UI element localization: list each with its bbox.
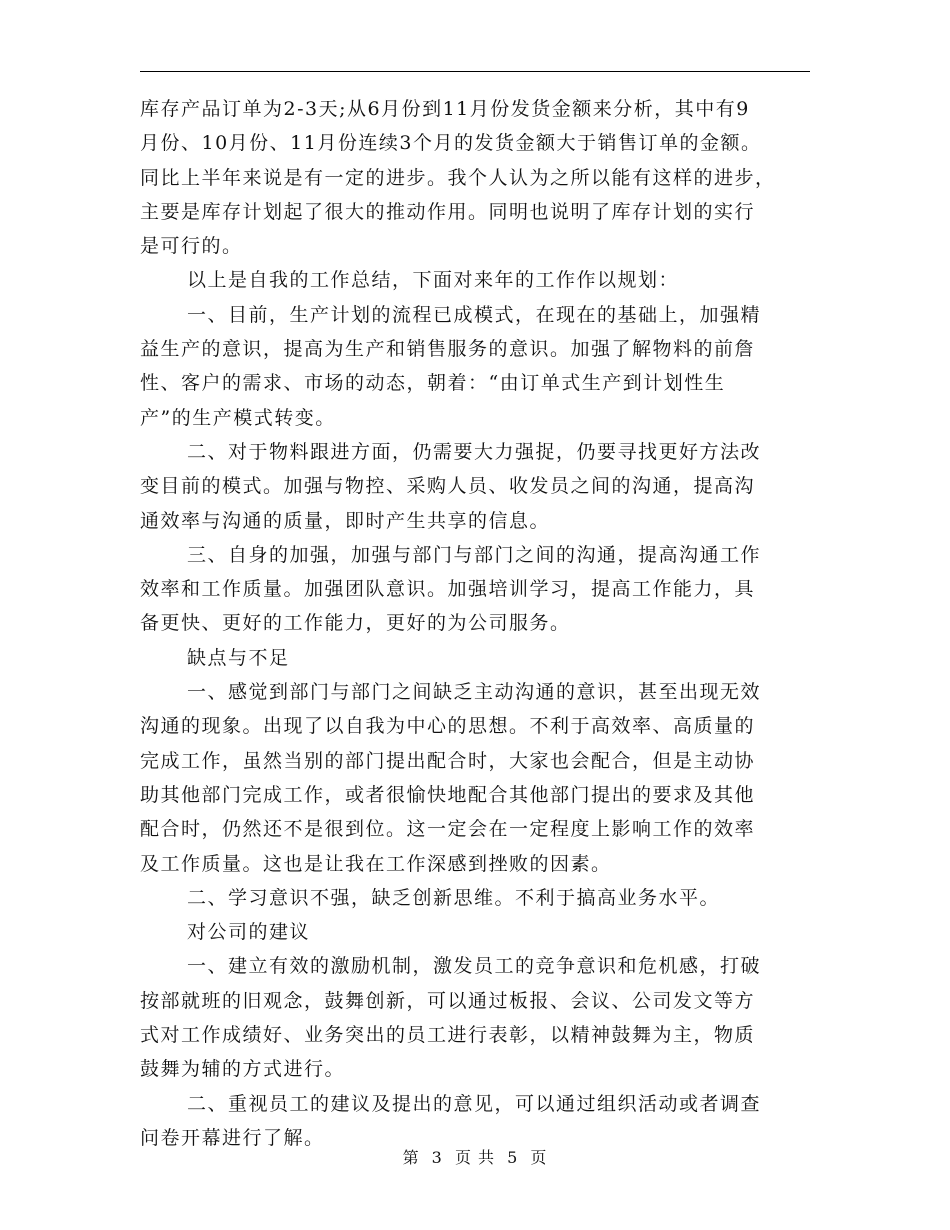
text-line: 变目前的模式。加强与物控、采购人员、收发员之间的沟通，提高沟 [140, 475, 756, 498]
text-line: 通效率与沟通的质量，即时产生共享的信息。 [140, 509, 551, 532]
text-line: 式对工作成绩好、业务突出的员工进行表彰，以精神鼓舞为主，物质 [140, 1024, 756, 1047]
text-line: 同比上半年来说是有一定的进步。我个人认为之所以能有这样的进步， [140, 166, 776, 189]
text-line: 月份、10月份、11月份连续3个月的发货金额大于销售订单的金额。 [140, 132, 762, 155]
text-line: 库存产品订单为2-3天;从6月份到11月份发货金额来分析，其中有9 [140, 98, 750, 120]
footer-middle: 页 共 [454, 1148, 496, 1167]
document-body [140, 92, 820, 1155]
header-rule [140, 71, 810, 72]
text-line: 缺点与不足 [187, 646, 290, 669]
text-line: 三、自身的加强，加强与部门与部门之间的沟通，提高沟通工作 [187, 543, 762, 566]
text-line: 一、感觉到部门与部门之间缺乏主动沟通的意识，甚至出现无效 [187, 681, 762, 704]
text-line: 鼓舞为辅的方式进行。 [140, 1058, 346, 1081]
footer-current-page: 3 [431, 1148, 443, 1167]
text-line: 二、重视员工的建议及提出的意见，可以通过组织活动或者调查 [187, 1092, 762, 1115]
text-line: 是可行的。 [140, 235, 243, 258]
text-line: 性、客户的需求、市场的动态，朝着：“由订单式生产到计划性生 [140, 372, 726, 395]
footer-suffix: 页 [530, 1148, 548, 1167]
text-line: 益生产的意识，提高为生产和销售服务的意识。加强了解物料的前詹 [140, 338, 756, 361]
text-line: 助其他部门完成工作，或者很愉快地配合其他部门提出的要求及其他 [140, 783, 756, 806]
text-line: 对公司的建议 [187, 921, 311, 944]
text-line: 二、学习意识不强，缺乏创新思维。不利于搞高业务水平。 [187, 886, 721, 909]
text-line: 一、建立有效的激励机制，激发员工的竞争意识和危机感，打破 [187, 955, 762, 978]
text-line: 问卷开幕进行了解。 [140, 1126, 325, 1149]
text-line: 沟通的现象。出现了以自我为中心的思想。不利于高效率、高质量的 [140, 715, 756, 738]
text-line: 主要是库存计划起了很大的推动作用。同明也说明了库存计划的实行 [140, 200, 756, 223]
page-footer [0, 1145, 950, 1168]
footer-total-pages: 5 [507, 1148, 519, 1167]
text-line: 一、目前，生产计划的流程已成模式，在现在的基础上，加强精 [187, 303, 762, 326]
text-line: 按部就班的旧观念，鼓舞创新，可以通过板报、会议、公司发文等方 [140, 989, 756, 1012]
text-line: 完成工作，虽然当别的部门提出配合时，大家也会配合，但是主动协 [140, 749, 756, 772]
text-line: 配合时，仍然还不是很到位。这一定会在一定程度上影响工作的效率 [140, 818, 756, 841]
text-line: 二、对于物料跟进方面，仍需要大力强捉，仍要寻找更好方法改 [187, 440, 762, 463]
footer-prefix: 第 [402, 1148, 420, 1167]
text-line: 及工作质量。这也是让我在工作深感到挫败的因素。 [140, 852, 612, 875]
text-line: 备更快、更好的工作能力，更好的为公司服务。 [140, 612, 571, 635]
text-line: 产”的生产模式转变。 [140, 406, 336, 429]
text-line: 效率和工作质量。加强团队意识。加强培训学习，提高工作能力，具 [140, 578, 756, 601]
text-line: 以上是自我的工作总结，下面对来年的工作作以规划： [187, 269, 680, 292]
